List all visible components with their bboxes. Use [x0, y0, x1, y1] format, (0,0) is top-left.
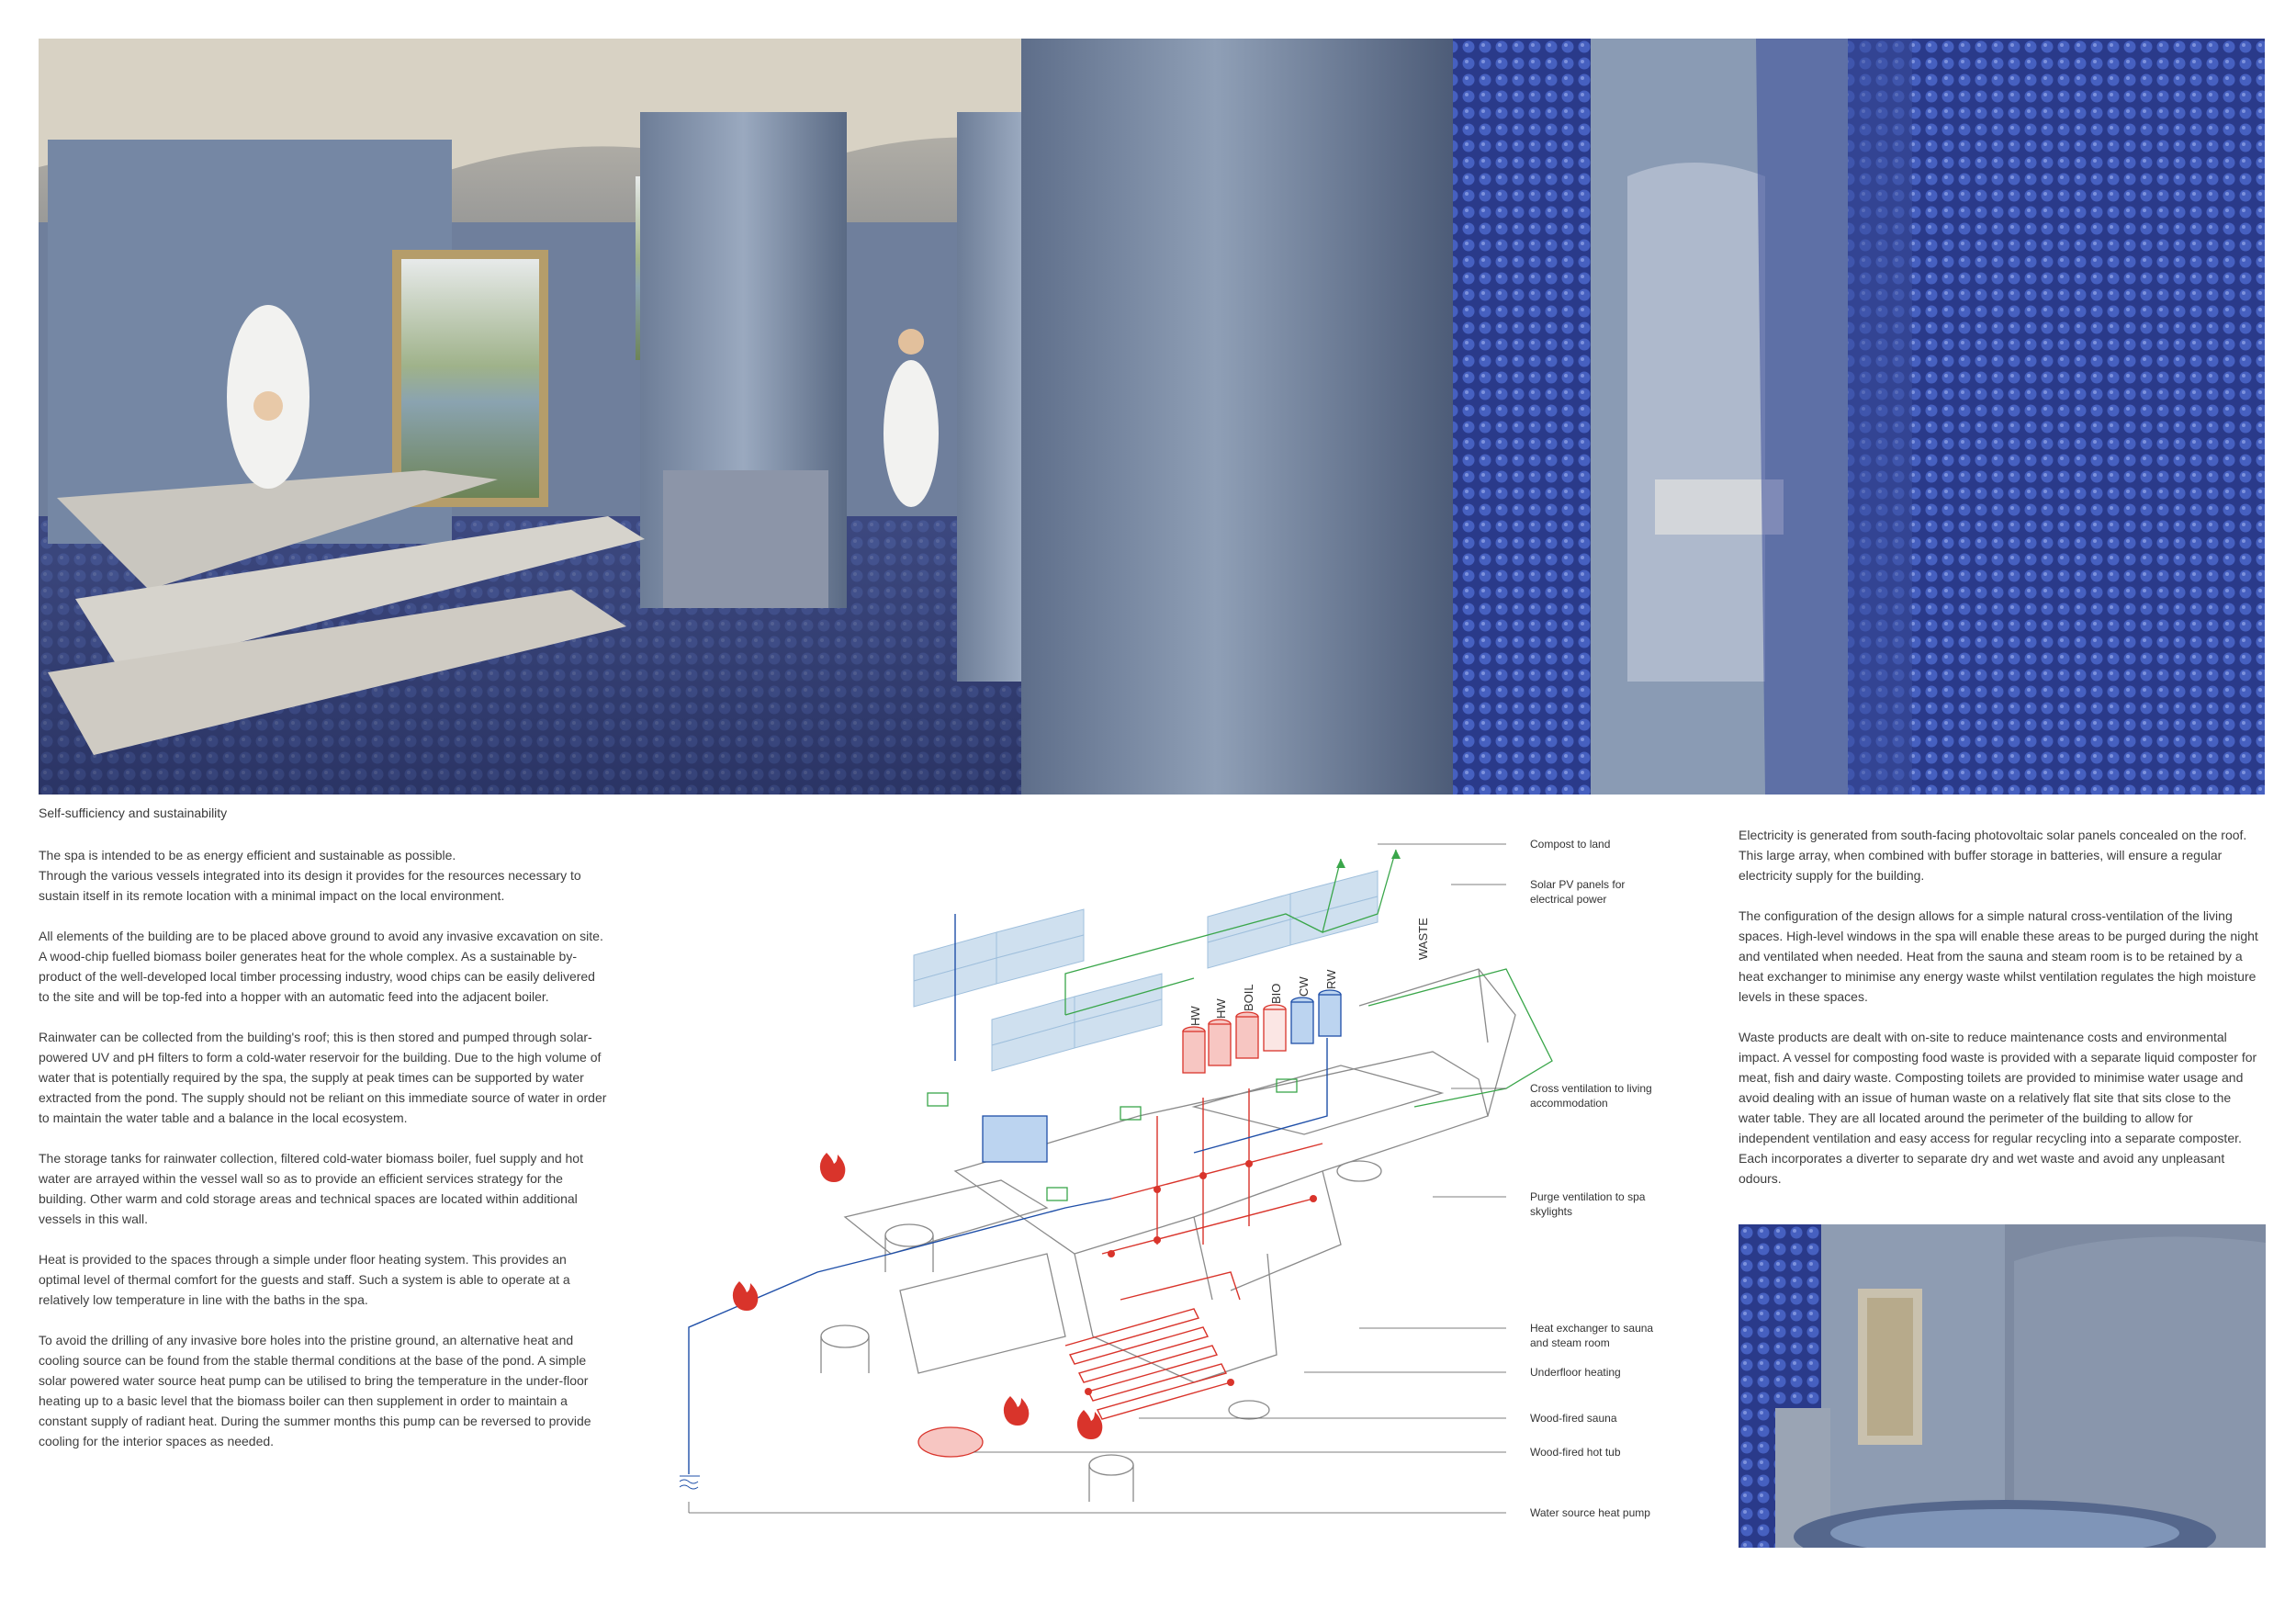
callout-solar-pv: Solar PV panels for electrical power — [1530, 878, 1626, 906]
bath-interior-image — [1739, 1224, 2266, 1548]
callout-water-source-heat-pump: Water source heat pump — [1530, 1506, 1650, 1519]
tank-label: RW — [1324, 969, 1338, 989]
tank-label: BOIL — [1242, 984, 1255, 1011]
callout-wood-fired-hot-tub: Wood-fired hot tub — [1530, 1446, 1621, 1459]
tank-label: HW — [1214, 998, 1228, 1019]
left-text-column — [39, 845, 608, 1471]
tank-label: WASTE — [1416, 918, 1430, 960]
section-title: Self-sufficiency and sustainability — [39, 806, 228, 820]
left-paragraph: The spa is intended to be as energy efficient and sustainable as possible. Through the various vessels integrated into its design it provides for the resources necessary to sustain itself in its remote location with a minimal impact on the local environment. — [39, 848, 581, 903]
storage-tanks — [918, 990, 1341, 1457]
right-paragraph: Electricity is generated from south-facing photovoltaic solar panels concealed on the roof. This large array, when combined with buffer storage in batteries, will ensure a regular electricity supply for the building. — [1739, 828, 2247, 883]
right-paragraph: The configuration of the design allows for a simple natural cross-ventilation of the living spaces. High-level windows in the spa will enable these areas to be purged during the night and ventilated when needed. Heat from the sauna and steam room is to be retained by a heat exchanger to minimise any energy waste whilst ventilation regulates the high moisture levels in these spaces. — [1739, 908, 2258, 1004]
rainwater-reservoir — [983, 1116, 1047, 1162]
hero-render-image — [39, 39, 2265, 795]
left-paragraph: Heat is provided to the spaces through a simple under floor heating system. This provides an optimal level of thermal comfort for the guests and staff. Such a system is able to operate at a relatively low temperature in line with the baths in the spa. — [39, 1252, 570, 1307]
right-paragraph: Waste products are dealt with on-site to reduce maintenance costs and environmental impact. A vessel for composting food waste is provided with a separate liquid composter for meat, fish and dairy waste. Composting toilets are provided to minimise water usage and avoid dealing with an issue of human waste on a relatively flat site that sits close to the water table. They are all located around the perimeter of the building to allow for independent ventilation and easy access for regular recycling into a separate composter. Each incorporates a diverter to separate dry and wet waste and avoid any unpleasant odours. — [1739, 1030, 2257, 1186]
callout-underfloor-heating: Underfloor heating — [1530, 1366, 1621, 1379]
tank-label: CW — [1297, 976, 1311, 997]
callout-cross-ventilation: Cross ventilation to living accommodation — [1530, 1082, 1652, 1110]
callout-purge-ventilation: Purge ventilation to spa skylights — [1530, 1190, 1646, 1218]
tank-label: HW — [1188, 1006, 1202, 1026]
underfloor-heating-loops — [1065, 1088, 1322, 1419]
callout-heat-exchanger: Heat exchanger to sauna and steam room — [1530, 1322, 1654, 1349]
leader-lines — [689, 844, 1506, 1513]
left-paragraph: All elements of the building are to be placed above ground to avoid any invasive excavation on site. A wood-chip fuelled biomass boiler generates heat for the whole complex. As a sustainable by-product of the well-developed local timber processing industry, wood chips can be easily delivered to the site and will be top-fed into a hopper with an automatic feed into the adjacent boiler. — [39, 929, 603, 1004]
tank-label: BIO — [1269, 983, 1283, 1004]
callout-wood-fired-sauna: Wood-fired sauna — [1530, 1412, 1617, 1425]
services-diagram — [680, 822, 1681, 1557]
left-paragraph: Rainwater can be collected from the building's roof; this is then stored and pumped through solar-powered UV and pH filters to form a cold-water reservoir for the building. Due to the high volume of water that is potentially required by the spa, the supply at peak times can be supported by water extracted from the pond. The supply should not be reliant on this immediate source of water in order to maintain the water table and a balance in the local ecosystem. — [39, 1030, 607, 1125]
right-text-column — [1739, 825, 2266, 1209]
hot-tub — [918, 1427, 983, 1457]
callout-compost: Compost to land — [1530, 838, 1611, 851]
spa-interior-illustration — [39, 39, 2265, 795]
left-paragraph: To avoid the drilling of any invasive bore holes into the pristine ground, an alternative heat and cooling source can be found from the stable thermal conditions at the base of the pond. A simple solar powered water source heat pump can be utilised to bring the temperature in the under-floor heating up to a basic level that the biomass boiler can then supplement in order to maintain a constant supply of radiant heat. During the summer months this pump can be reversed to provide cooling for the interior spaces as needed. — [39, 1333, 591, 1448]
building-outline — [821, 969, 1515, 1502]
bath-interior-illustration — [1739, 1224, 2266, 1548]
pond-symbol — [680, 1456, 700, 1489]
left-paragraph: The storage tanks for rainwater collection, filtered cold-water biomass boiler, fuel supply and hot water are arrayed within the vessel wall so as to provide an efficient services strategy for the building. Other warm and cold storage areas and technical spaces are located within additional vessels in this wall. — [39, 1151, 583, 1226]
